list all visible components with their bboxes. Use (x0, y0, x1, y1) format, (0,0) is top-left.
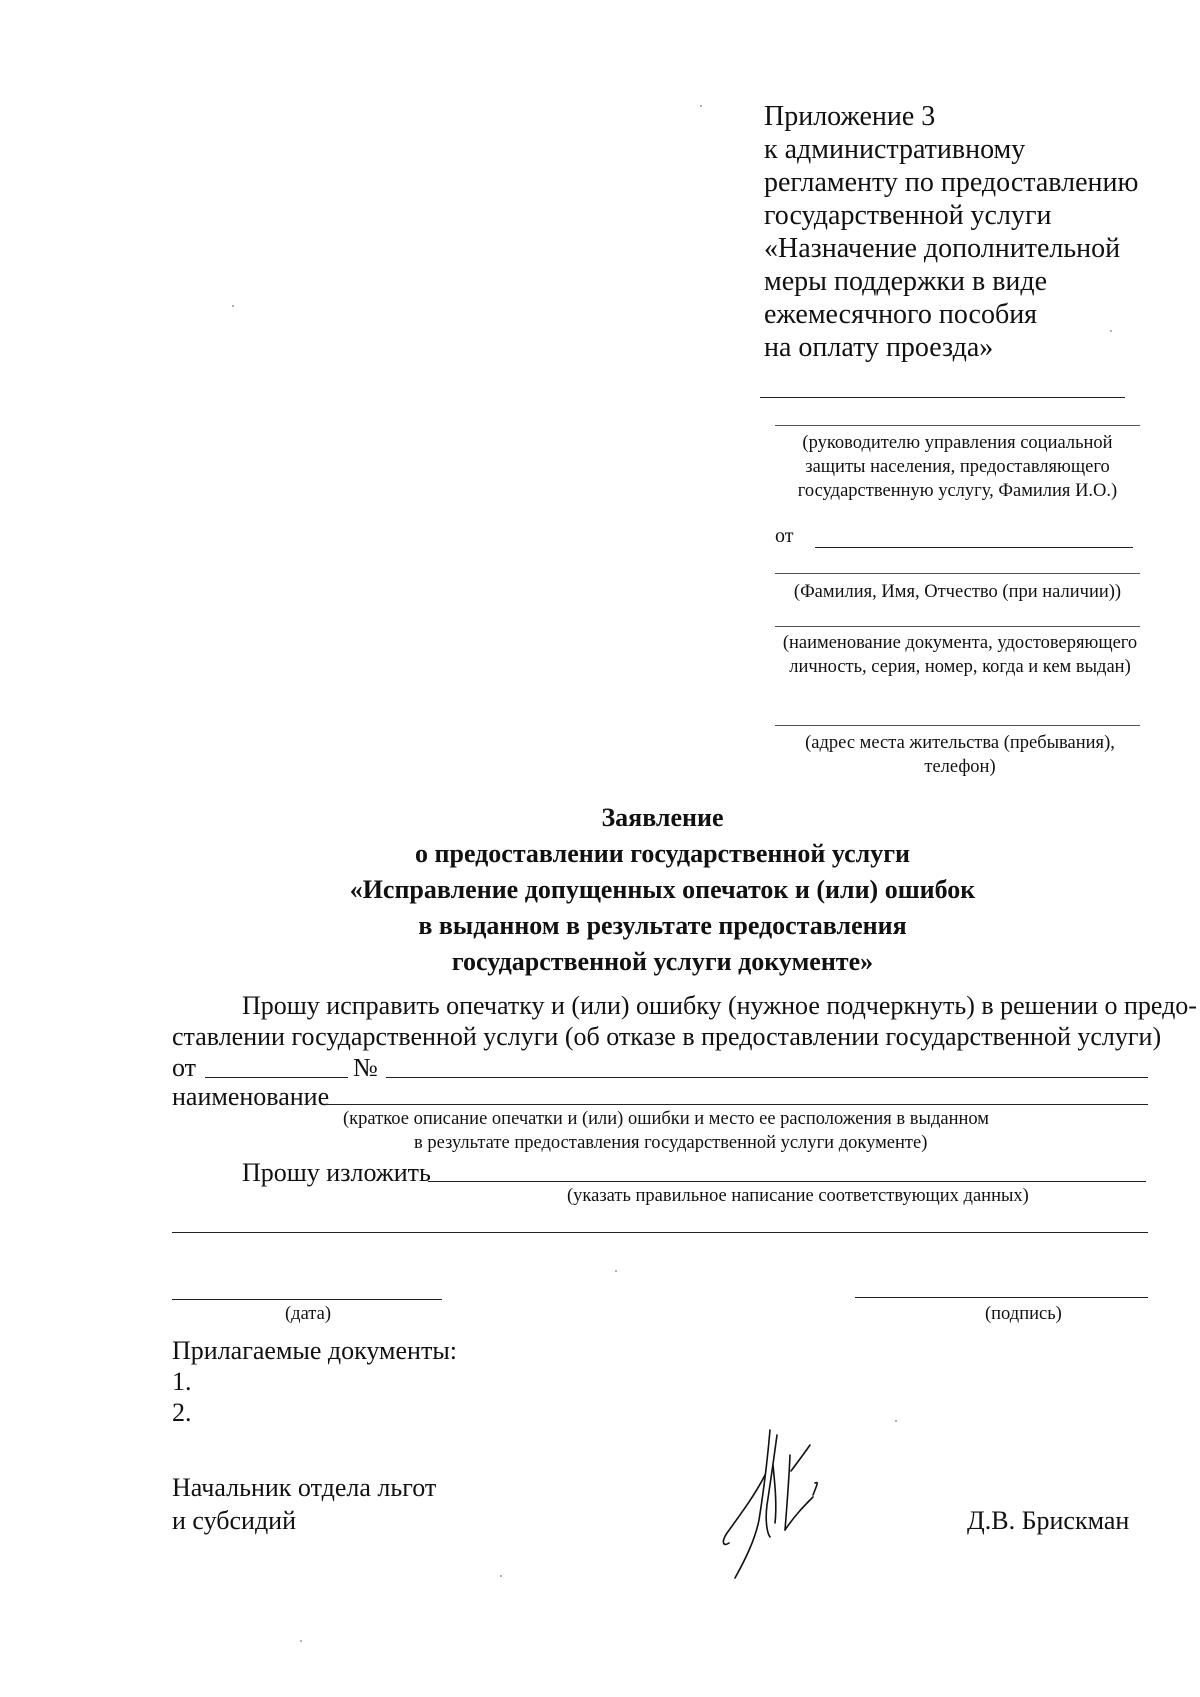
request-line-1: Прошу исправить опечатку и (или) ошибку (нужное подчеркнуть) в решении о предо- (242, 991, 1197, 1020)
scan-speck (300, 1640, 302, 1642)
appendix-line: меры поддержки в виде (764, 266, 1048, 297)
title-line: Заявление (601, 803, 724, 832)
attached-item: 1. (172, 1367, 192, 1396)
state-caption: (указать правильное написание соответствующих данных) (567, 1186, 1029, 1206)
state-field-line (428, 1181, 1146, 1182)
signature-line (855, 1297, 1148, 1298)
signature-caption: (подпись) (985, 1304, 1062, 1324)
appendix-line: к административному (764, 134, 1026, 165)
name-label: наименование (172, 1082, 330, 1111)
scan-speck (700, 105, 702, 107)
scan-speck (615, 1270, 617, 1272)
addressee-name-line (775, 573, 1140, 574)
request-line-2: ставлении государственной услуги (об отказе в предоставлении государственной услуги) (172, 1022, 1162, 1051)
addressee-address-caption: (адрес места жительства (пребывания), телефон) (805, 733, 1115, 777)
signatory-position-2: и субсидий (172, 1506, 297, 1535)
appendix-line: на оплату проезда» (764, 332, 994, 363)
number-label: № (353, 1053, 378, 1082)
attached-item: 2. (172, 1398, 192, 1427)
title-line: в выданном в результате предоставления (418, 911, 907, 940)
appendix-line: государственной услуги (764, 200, 1052, 231)
date-caption: (дата) (285, 1304, 331, 1324)
handwritten-signature (715, 1425, 845, 1585)
date-line (172, 1299, 442, 1300)
title-line: государственной услуги документе» (451, 947, 874, 976)
addressee-document-line (775, 626, 1140, 627)
appendix-line: ежемесячного пособия (764, 299, 1038, 330)
name-caption-1: (краткое описание опечатки и (или) ошибки и место ее расположения в выданном (343, 1109, 989, 1129)
addressee-blank-line-1 (760, 397, 1125, 398)
signatory-position-1: Начальник отдела льгот (172, 1473, 437, 1502)
addressee-head-caption: (руководителю управления социальной защиты населения, предоставляющего государственную услугу, Фамилия И.О.) (797, 433, 1118, 501)
addressee-address-line (775, 725, 1140, 726)
addressee-name-caption: (Фамилия, Имя, Отчество (при наличии)) (793, 582, 1122, 602)
state-label: Прошу изложить (242, 1158, 431, 1187)
scan-speck (232, 305, 234, 307)
appendix-line: регламенту по предоставлению (764, 167, 1139, 198)
addressee-blank-line-2 (775, 425, 1140, 426)
addressee-from-line (815, 547, 1133, 548)
scan-speck (500, 1575, 502, 1577)
appendix-block (764, 100, 1184, 364)
scan-speck (895, 1420, 897, 1422)
document-title (160, 800, 1165, 980)
name-caption-2: в результате предоставления государственной услуги документе) (414, 1133, 928, 1153)
title-line: «Исправление допущенных опечаток и (или) ошибок (349, 875, 976, 904)
addressee-from-label: от (775, 525, 794, 547)
date-field-line (205, 1077, 348, 1078)
title-line: о предоставлении государственной услуги (415, 839, 910, 868)
attached-label: Прилагаемые документы: (172, 1336, 458, 1365)
name-field-line (325, 1104, 1148, 1105)
extra-field-line (172, 1232, 1148, 1233)
addressee-document-caption: (наименование документа, удостоверяющего личность, серия, номер, когда и кем выдан) (782, 633, 1138, 677)
from-label: от (172, 1053, 197, 1082)
appendix-line: «Назначение дополнительной (764, 233, 1121, 264)
number-field-line (386, 1077, 1148, 1078)
appendix-line: Приложение 3 (764, 101, 936, 132)
signatory-name: Д.В. Брискман (967, 1506, 1130, 1535)
scan-speck (1110, 330, 1112, 332)
